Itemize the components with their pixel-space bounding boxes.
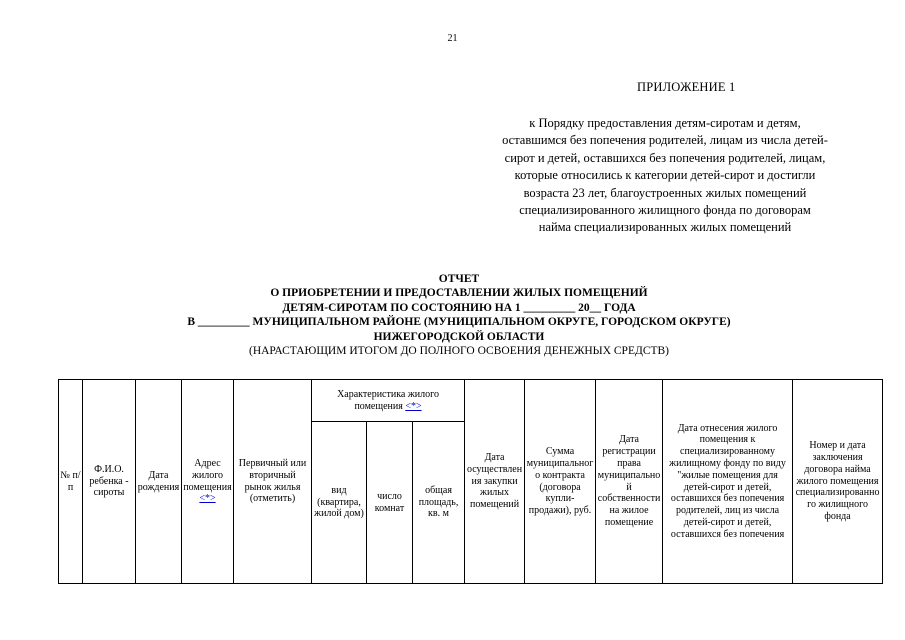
appendix-line: возраста 23 лет, благоустроенных жилых помещений xyxy=(523,185,807,200)
footnote-link[interactable]: <*> xyxy=(199,493,216,505)
subheader-area: общая площадь, кв. м xyxy=(413,422,465,584)
report-date-line: ДЕТЯМ-СИРОТАМ ПО СОСТОЯНИЮ НА 1 _________ 20__ ГОДА xyxy=(282,301,636,314)
page-number: 21 xyxy=(447,33,458,44)
appendix-line: сирот и детей, оставшихся без попечения родителей, лицам, xyxy=(504,150,826,165)
header-market: Первичный или вторичный рынок жилья (отметить) xyxy=(234,380,312,584)
header-number: № п/п xyxy=(59,380,83,584)
appendix-line: специализированного жилищного фонда по договорам xyxy=(519,203,811,218)
appendix-line: которые относились к категории детей-сирот и достигли xyxy=(514,168,816,183)
header-address-text: Адрес жилого помещения xyxy=(183,457,232,493)
header-address xyxy=(182,380,234,584)
table-header-row xyxy=(59,380,883,422)
header-assignment-date: Дата отнесения жилого помещения к специализированному жилищному фонду по виду "жилые помещения для детей-сирот и детей, оставшихся без попечения родителей, лиц из числа детей-сирот и детей, оставшихся без попечения xyxy=(663,380,793,584)
header-birth-date: Дата рождения xyxy=(136,380,182,584)
appendix-line: оставшимся без попечения родителей, лицам из числа детей- xyxy=(502,133,828,148)
report-region-line: НИЖЕГОРОДСКОЙ ОБЛАСТИ xyxy=(373,330,545,343)
header-purchase-date: Дата осуществления закупки жилых помещений xyxy=(465,380,525,584)
header-characteristics xyxy=(312,380,465,422)
footnote-link[interactable]: <*> xyxy=(405,400,422,412)
appendix-line: к Порядку предоставления детям-сиротам и детям, xyxy=(529,116,801,130)
report-subtitle: О ПРИОБРЕТЕНИИ И ПРЕДОСТАВЛЕНИИ ЖИЛЫХ ПОМЕЩЕНИЙ xyxy=(270,287,648,300)
report-note-line: (НАРАСТАЮЩИМ ИТОГОМ ДО ПОЛНОГО ОСВОЕНИЯ ДЕНЕЖНЫХ СРЕДСТВ) xyxy=(248,345,670,358)
report-heading xyxy=(0,272,905,358)
report-district-line: В _________ МУНИЦИПАЛЬНОМ РАЙОНЕ (МУНИЦИПАЛЬНОМ ОКРУГЕ, ГОРОДСКОМ ОКРУГЕ) xyxy=(187,316,731,329)
header-contract-sum: Сумма муниципального контракта (договора купли-продажи), руб. xyxy=(525,380,596,584)
report-title: ОТЧЕТ xyxy=(438,273,480,285)
header-agreement: Номер и дата заключения договора найма жилого помещения специализированного жилищного фонда xyxy=(793,380,883,584)
appendix-description xyxy=(455,115,875,237)
header-registration-date: Дата регистрации права муниципальной собственности на жилое помещение xyxy=(596,380,663,584)
appendix-line: найма специализированных жилых помещений xyxy=(538,220,792,235)
appendix-title: ПРИЛОЖЕНИЕ 1 xyxy=(637,80,736,94)
header-child-name: Ф.И.О. ребенка - сироты xyxy=(83,380,136,584)
subheader-rooms: число комнат xyxy=(367,422,413,584)
report-table xyxy=(58,379,883,584)
header-characteristics-text: Характеристика жилого помещения xyxy=(337,388,439,412)
subheader-type: вид (квартира, жилой дом) xyxy=(312,422,367,584)
